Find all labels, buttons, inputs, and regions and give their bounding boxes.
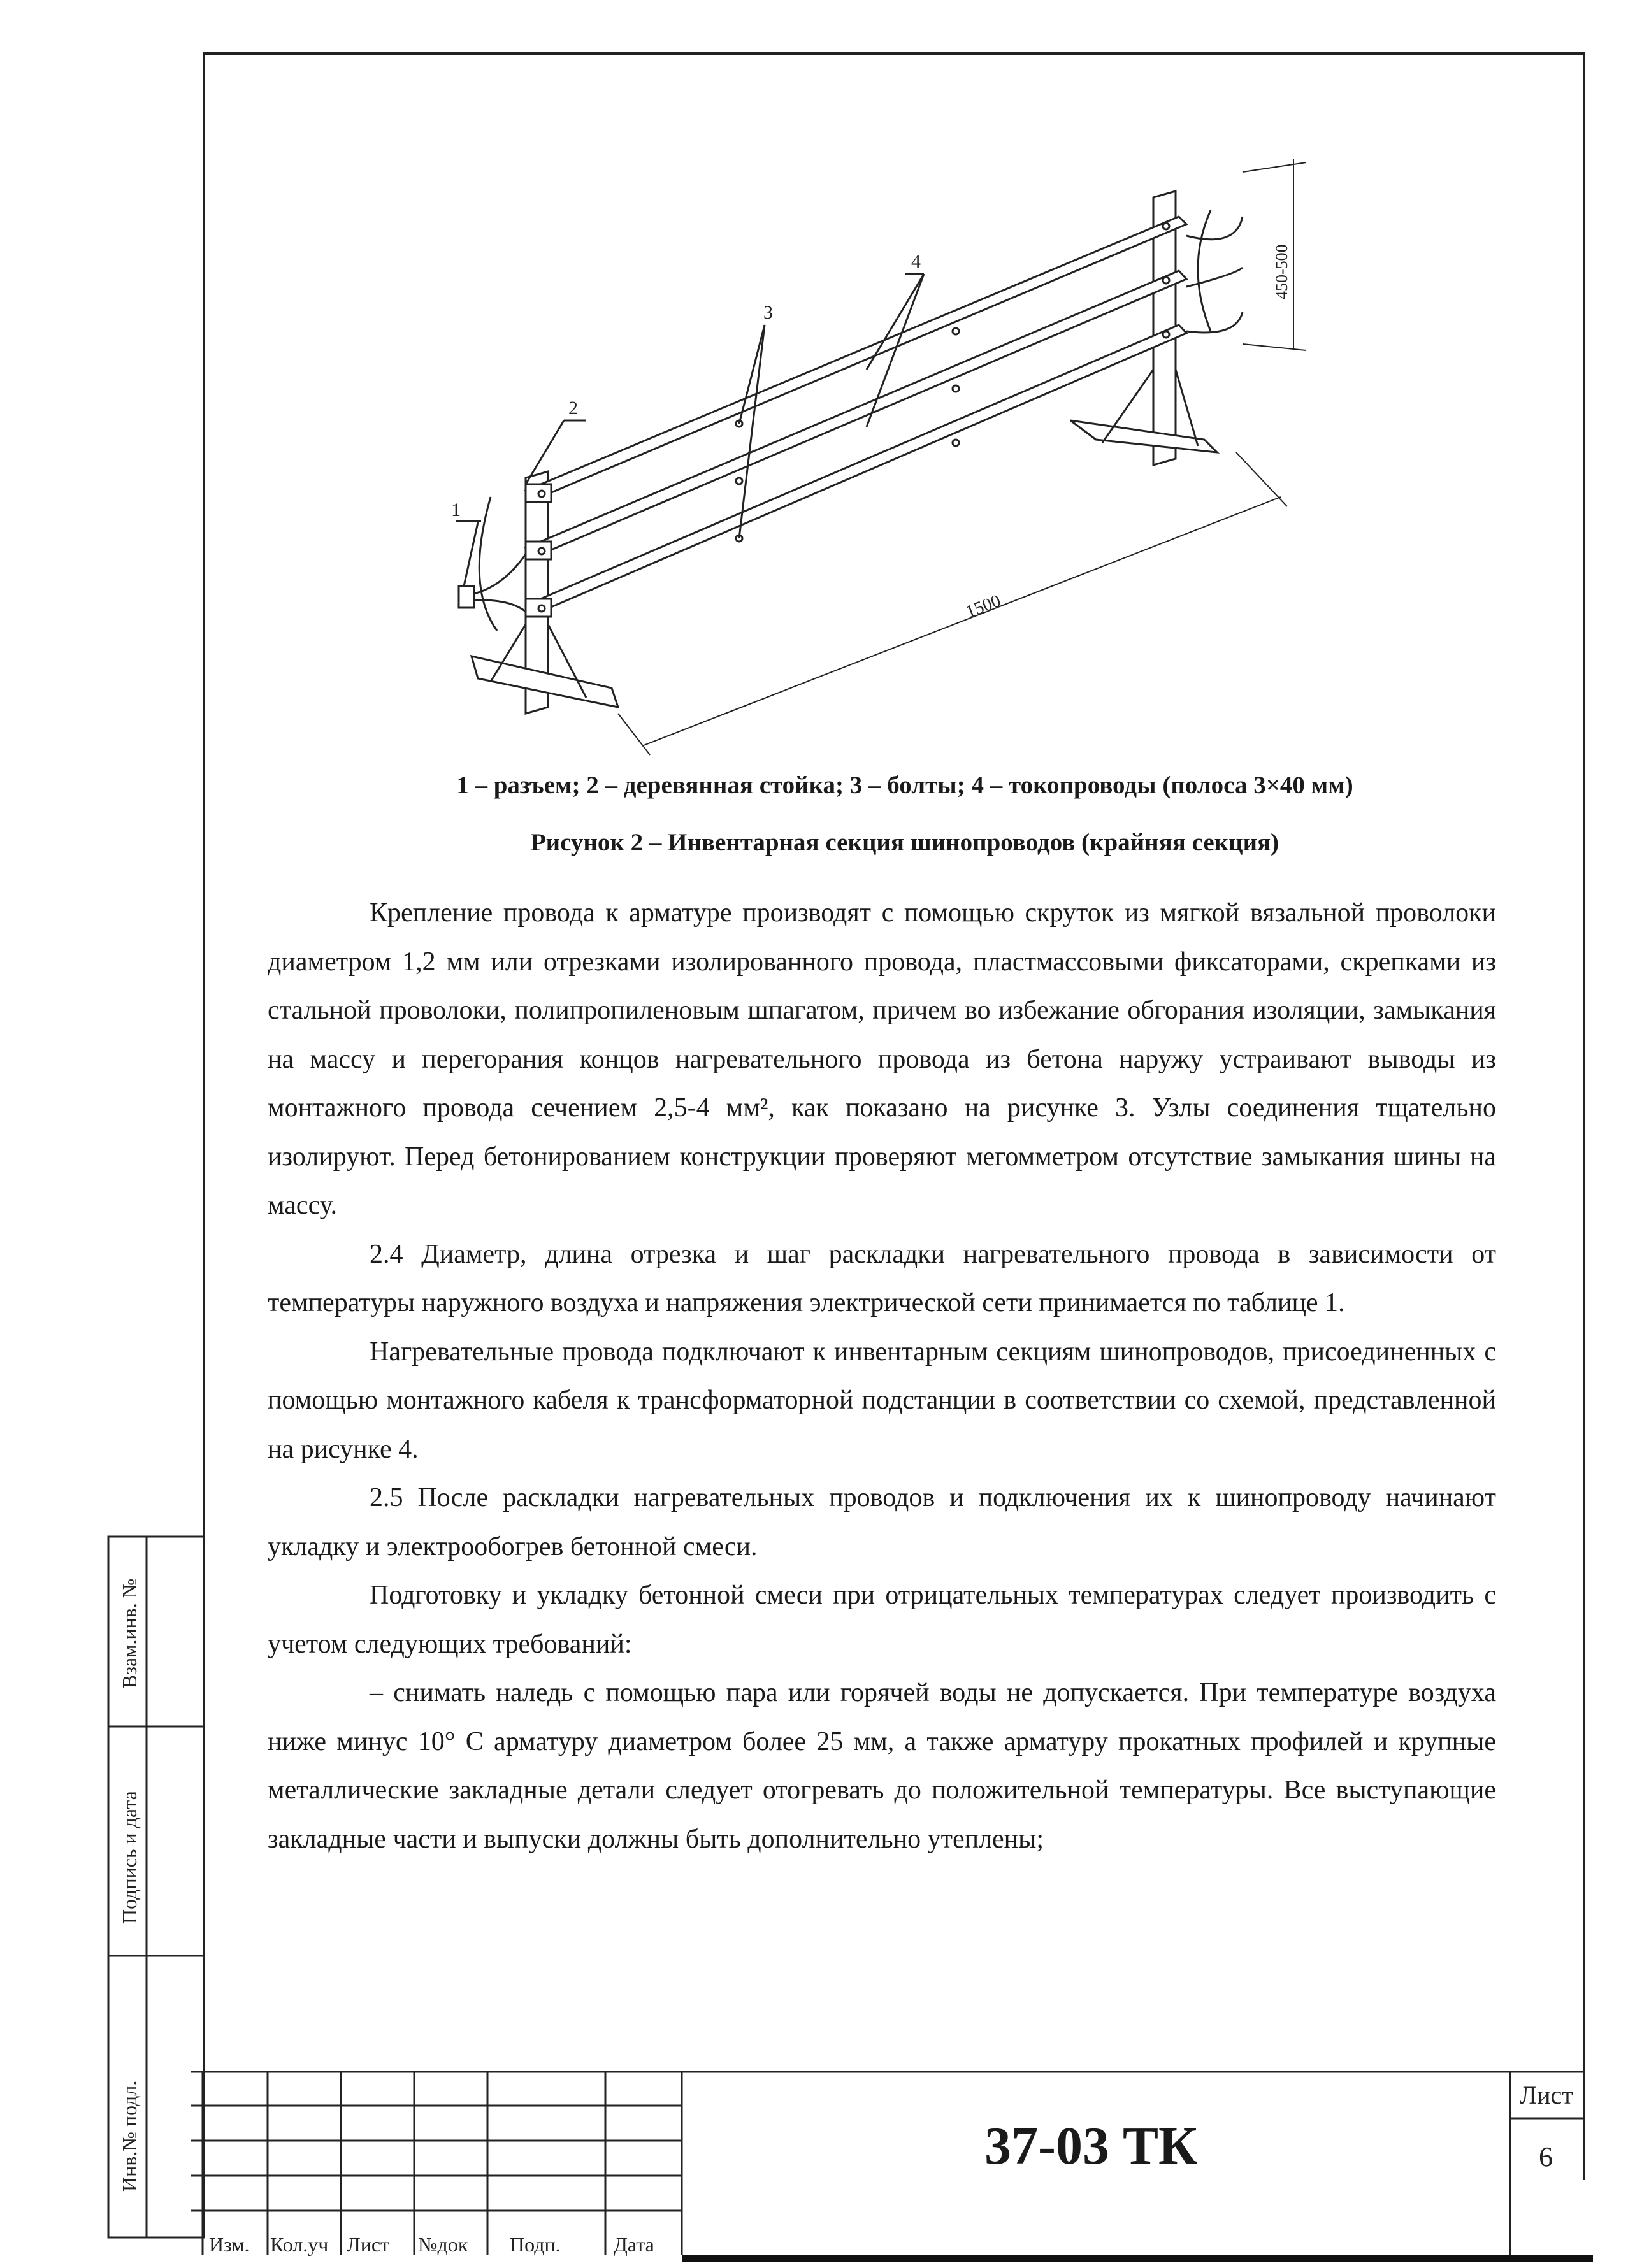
paragraph: 2.4 Диаметр, длина отрезка и шаг раскладки нагревательного провода в зависимости от температуры наружного воздуха и напряжения электрической сети принимается по таблице 1. [268,1239,1496,1317]
sheet-number: 6 [1539,2141,1553,2172]
stamp-col-ndok: №док [418,2233,468,2256]
document-code: 37-03 ТК [984,2116,1197,2176]
callout-2: 2 [568,398,578,419]
busbar-middle [526,271,1186,557]
stamp-col-list: Лист [347,2233,390,2256]
paragraph: Крепление провода к арматуре производят с помощью скруток из мягкой вязальной проволоки диаметром 1,2 мм или отрезками изолированного провода, пластмассовыми фиксаторами, скрепками из стальной проволоки, полипропиленовым шпагатом, причем во избежание обгорания изоляции, замыкания на массу и перегорания концов нагревательного провода из бетона наружу устраивают выводы из монтажного провода сечением 2,5-4 мм², как показано на рисунке 3. Узлы соединения тщательно изолируют. Перед бетонированием конструкции проверяют мегомметром отсутствие замыкания шины на массу. [268,898,1496,1220]
side-label-vzam: Взам.инв. № [118,1578,141,1688]
title-block [191,2071,1593,2262]
callout-4: 4 [911,251,921,272]
paragraph-list-item: – снимать наледь с помощью пара или горячей воды не допускается. При температуре воздуха ниже минус 10° С арматуру диаметром более 25 мм, а также арматуру прокатных профилей и крупные металлические закладные детали следует отогревать до положительной температуры. Все выступающие закладные части и выпуски должны быть дополнительно утеплены; [268,1678,1496,1854]
figure-legend: 1 – разъем; 2 – деревянная стойка; 3 – болты; 4 – токопроводы (полоса 3×40 мм) [456,772,1353,799]
side-stamp [96,1535,205,2268]
side-label-podpis: Подпись и дата [118,1791,141,1924]
stamp-col-izm: Изм. [209,2233,250,2256]
connector [459,586,474,608]
callout-3: 3 [763,302,773,323]
stamp-col-kolvo: Кол.уч [270,2233,329,2256]
stamp-col-data: Дата [614,2233,654,2256]
length-dimension-label: 1500 [963,591,1004,622]
stamp-col-podp: Подп. [510,2233,561,2256]
busbar-top [526,217,1186,500]
paragraph: Подготовку и укладку бетонной смеси при отрицательных температурах следует производить с учетом следующих требований: [268,1581,1496,1659]
sheet-label: Лист [1520,2081,1573,2109]
busbar-bottom [526,325,1186,615]
figure-caption: Рисунок 2 – Инвентарная секция шинопроводов (крайняя секция) [530,829,1279,856]
body-text [268,889,1496,1863]
paragraph: 2.5 После раскладки нагревательных проводов и подключения их к шинопроводу начинают укладку и электрообогрев бетонной смеси. [268,1483,1496,1561]
busbar-section-figure [382,140,1376,777]
side-label-inv: Инв.№ подл. [118,2080,141,2192]
height-dimension-label: 450-500 [1272,244,1291,299]
paragraph: Нагревательные провода подключают к инвентарным секциям шинопроводов, присоединенных с помощью монтажного кабеля к трансформаторной подстанции в соответствии со схемой, представленной на рисунке 4. [268,1337,1496,1464]
callout-1: 1 [451,499,461,520]
